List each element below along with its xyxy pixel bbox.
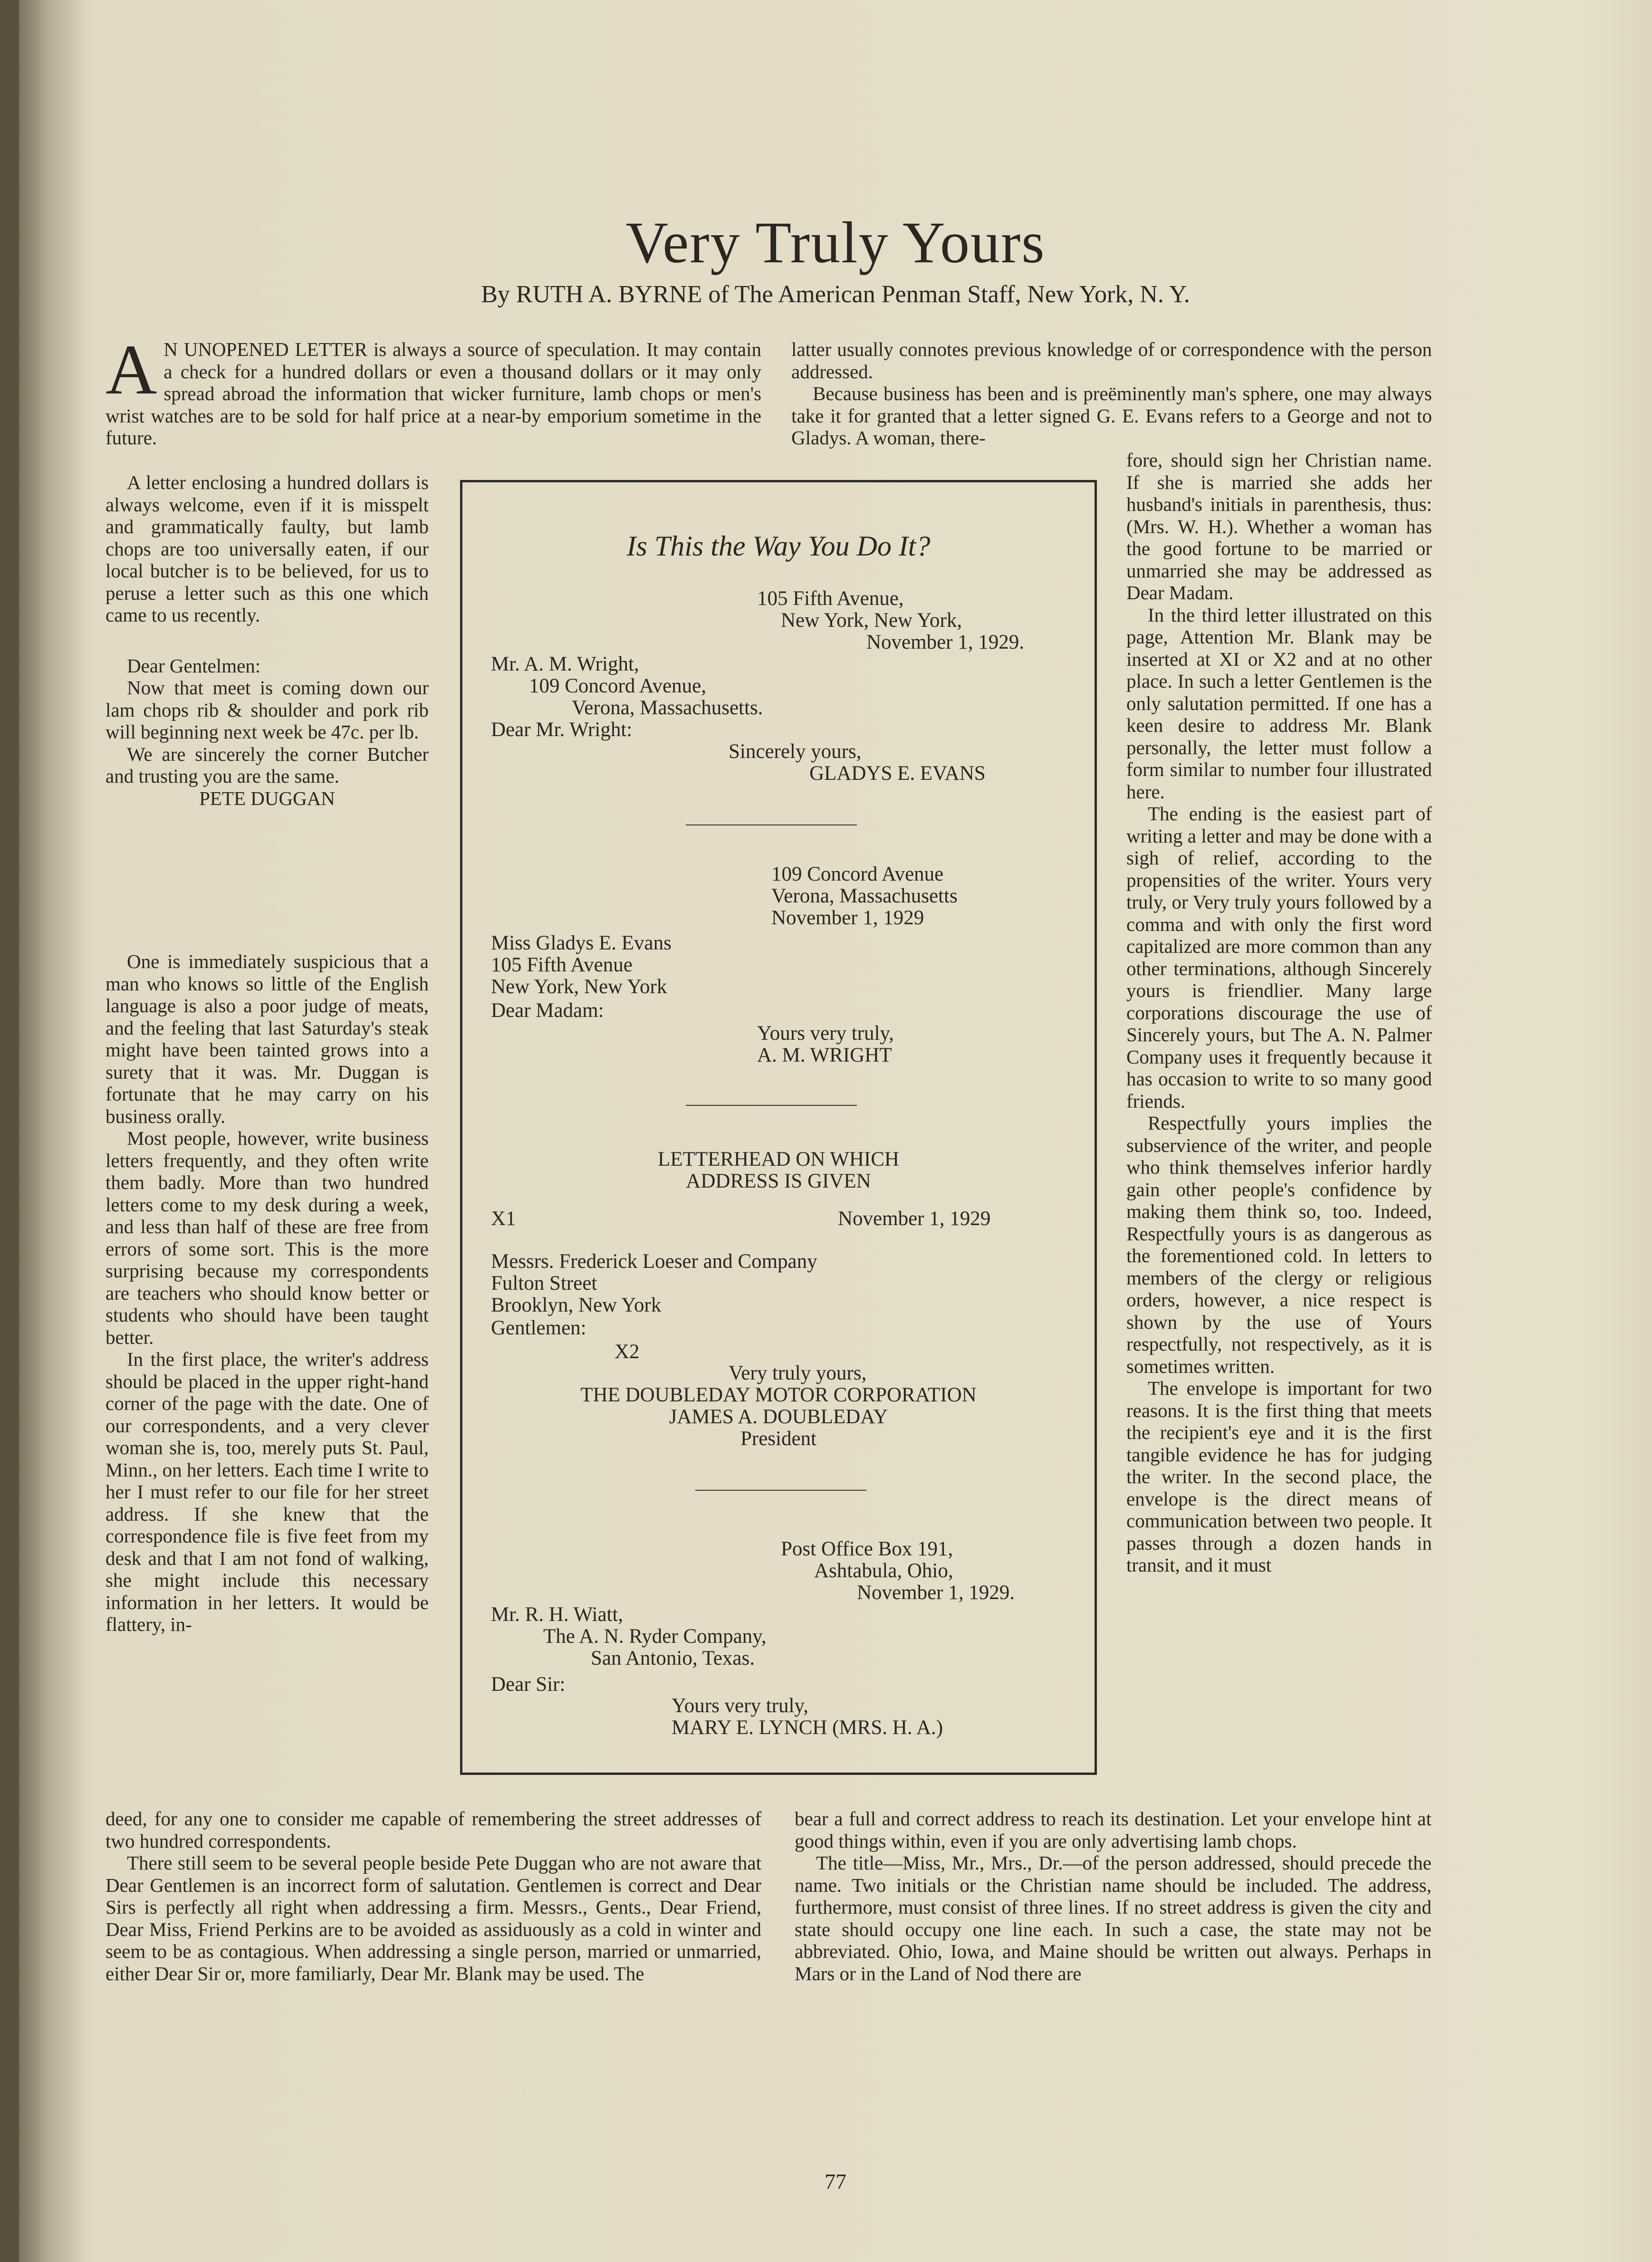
letter-line: Very truly yours, [729, 1362, 867, 1384]
letter-line: New York, New York, [781, 609, 962, 632]
divider [686, 824, 857, 825]
letter-line: New York, New York [491, 976, 667, 998]
letter-line: President [740, 1428, 817, 1450]
paragraph: bear a full and correct address to reach its destination. Let your envelope hint at good things within, even if you are only advertising lamb chops. [795, 1808, 1431, 1852]
paragraph: latter usually connotes previous knowledge of or correspondence with the person addressed. [791, 338, 1432, 383]
intro-paragraph: A N UNOPENED LETTER is always a source of speculation. It may contain a check for a hundred dollars or even a thousand dollars or it may only spread abroad the information that wicker furniture, lamb chops or men's wrist watches are to be sold for half price at a near-by emporium sometime in the future. [106, 330, 761, 449]
letter-line: Verona, Massachusetts. [572, 697, 763, 719]
letter-line: 109 Concord Avenue [771, 863, 944, 885]
page-number: 77 [825, 2169, 846, 2194]
paragraph: The envelope is important for two reasons. It is the first thing that meets the recipient's eye and it is the first tangible evidence he has for judging the writer. In the second place, the envelope is the direct means of communication between two people. It passes through a dozen hands in transit, and it must [1126, 1377, 1432, 1576]
letter-line: X2 [615, 1341, 640, 1363]
letter-line: Dear Mr. Wright: [491, 719, 633, 741]
letter-line: 105 Fifth Avenue, [757, 587, 904, 610]
paragraph: deed, for any one to consider me capable of remembering the street addresses of two hundred correspondents. [106, 1808, 761, 1852]
letter-line: MARY E. LYNCH (MRS. H. A.) [672, 1716, 943, 1739]
letter-line: Messrs. Frederick Loeser and Company [491, 1250, 817, 1273]
paragraph: In the first place, the writer's address should be placed in the upper right-hand corner of the page with the date. One of our correspondents, and a very clever woman she is, too, merely puts St. Paul, Minn., on her letters. Each time I write to her I must refer to our file for her street address. If she knew that the correspondence file is five feet from my desk and that I am not fond of walking, she might include this necessary information in her letters. It would be flattery, in- [106, 1348, 429, 1635]
right-narrow-column [1126, 449, 1432, 1576]
paragraph: One is immediately suspicious that a man who knows so little of the English language is also a poor judge of meats, and the feeling that last Saturday's steak might have been tainted grows into a surety that it was. Mr. Duggan is fortunate that he may carry on his business orally. [106, 950, 429, 1127]
letter-line: November 1, 1929. [866, 631, 1024, 653]
letter-line: The A. N. Ryder Company, [543, 1625, 767, 1648]
letter-salutation: Dear Gentelmen: [127, 654, 261, 677]
letter-line: Sincerely yours, [729, 740, 862, 763]
letter-signature: PETE DUGGAN [199, 787, 335, 809]
left-narrow-column-2 [106, 950, 429, 1636]
letter-line: Ashtabula, Ohio, [814, 1560, 953, 1582]
letter-line: Post Office Box 191, [781, 1538, 953, 1560]
letter-line: THE DOUBLEDAY MOTOR CORPORATION [580, 1384, 977, 1406]
drop-cap: A [106, 330, 157, 409]
letter-body: Now that meet is coming down our lam chops rib & shoulder and pork rib will beginning next week be 47c. per lb. [106, 677, 429, 743]
letter-line: Mr. A. M. Wright, [491, 653, 639, 675]
letter-line: GLADYS E. EVANS [809, 762, 986, 785]
letter-line: Mr. R. H. Wiatt, [491, 1603, 624, 1626]
right-top-column [791, 338, 1432, 449]
letter-line: 109 Concord Avenue, [529, 675, 706, 697]
paragraph: The title—Miss, Mr., Mrs., Dr.—of the person addressed, should precede the name. Two initials or the Christian name should be included. The address, furthermore, must consist of three lines. If no street address is given the city and state should occupy one line each. In such a case, the state may not be abbreviated. Ohio, Iowa, and Maine should be written out always. Perhaps in Mars or in the Land of Nod there are [795, 1852, 1431, 1984]
letter-line: ADDRESS IS GIVEN [686, 1170, 871, 1192]
left-narrow-column [106, 471, 429, 809]
letter-line: LETTERHEAD ON WHICH [658, 1148, 899, 1170]
paragraph: Respectfully yours implies the subservience of the writer, and people who think themselves inferior hardly gain other people's confidence by making them think so, too. Indeed, Respectfully yours is as dangerous as the forementioned cold. In letters to members of the clergy or religious orders, however, a nice respect is shown by the use of Yours respectfully, not respectively, as it is sometimes written. [1126, 1112, 1432, 1377]
paragraph: In the third letter illustrated on this page, Attention Mr. Blank may be inserted at XI or X2 and at no other place. In such a letter Gentlemen is the only salutation permitted. If one has a keen desire to address Mr. Blank personally, the letter must follow a form similar to number four illustrated here. [1126, 604, 1432, 803]
letter-line: November 1, 1929 [838, 1208, 991, 1230]
letter-line: JAMES A. DOUBLEDAY [669, 1406, 888, 1428]
article-title: Very Truly Yours [625, 210, 1046, 275]
letter-line: November 1, 1929. [857, 1581, 1015, 1604]
paragraph: A letter enclosing a hundred dollars is always welcome, even if it is misspelt and grammatically faulty, but lamb chops are too universally eaten, if our local butcher is to be believed, for us to peruse a letter such as this one which came to us recently. [106, 471, 429, 626]
paragraph: fore, should sign her Christian name. If she is married she adds her husband's initials in parenthesis, thus: (Mrs. W. H.). Whether a woman has the good fortune to be married or unmarried she may be addressed as Dear Madam. [1126, 449, 1432, 604]
letter-line: Gentlemen: [491, 1317, 586, 1339]
letter-examples-box [460, 480, 1097, 1775]
right-bottom-column [795, 1808, 1431, 1984]
letter-line: X1 [491, 1208, 516, 1230]
paragraph: Most people, however, write business letters frequently, and they often write them badly. More than two hundred letters come to my desk during a week, and less than half of these are free from errors of some sort. This is the more surprising because my correspondents are teachers who should know better or students who should have been taught better. [106, 1127, 429, 1348]
letter-line: A. M. WRIGHT [757, 1044, 892, 1066]
letter-line: Dear Sir: [491, 1673, 566, 1696]
paragraph: The ending is the easiest part of writing a letter and may be done with a sigh of relief, according to the propensities of the writer. Yours very truly, or Very truly yours followed by a comma and with only the first word capitalized are more common than any other terminations, although Sincerely yours is friendlier. Many large corporations discourage the use of Sincerely yours, but The A. N. Palmer Company uses it frequently because it has occasion to write to so many good friends. [1126, 803, 1432, 1112]
paragraph: Because business has been and is preëminently man's sphere, one may always take it for granted that a letter signed G. E. Evans refers to a George and not to Gladys. A woman, there- [791, 383, 1432, 449]
letter-line: 105 Fifth Avenue [491, 954, 633, 976]
divider [695, 1490, 866, 1491]
letter-line: Yours very truly, [757, 1022, 894, 1045]
box-heading: Is This the Way You Do It? [626, 530, 931, 562]
letter-line: Brooklyn, New York [491, 1294, 662, 1316]
letter-body: We are sincerely the corner Butcher and trusting you are the same. [106, 743, 429, 787]
article-byline: By RUTH A. BYRNE of The American Penman Staff, New York, N. Y. [481, 281, 1190, 308]
letter-line: Dear Madam: [491, 999, 604, 1022]
letter-line: Yours very truly, [672, 1695, 808, 1717]
paragraph: There still seem to be several people beside Pete Duggan who are not aware that Dear Gentlemen is an incorrect form of salutation. Gentlemen is correct and Dear Sirs is perfectly all right when addressing a firm. Messrs., Gents., Dear Friend, Dear Miss, Friend Perkins are to be avoided as assiduously as a cold in winter and seem to be as contagious. When addressing a single person, married or unmarried, either Dear Sir or, more familiarly, Dear Mr. Blank may be used. The [106, 1852, 761, 1984]
letter-line: San Antonio, Texas. [591, 1647, 755, 1669]
letter-line: November 1, 1929 [771, 907, 924, 929]
letter-line: Miss Gladys E. Evans [491, 932, 672, 954]
letter-line: Fulton Street [491, 1272, 597, 1294]
left-bottom-column [106, 1808, 761, 1984]
divider [686, 1105, 857, 1106]
letter-line: Verona, Massachusetts [771, 885, 958, 907]
magazine-page [19, 0, 1652, 2262]
